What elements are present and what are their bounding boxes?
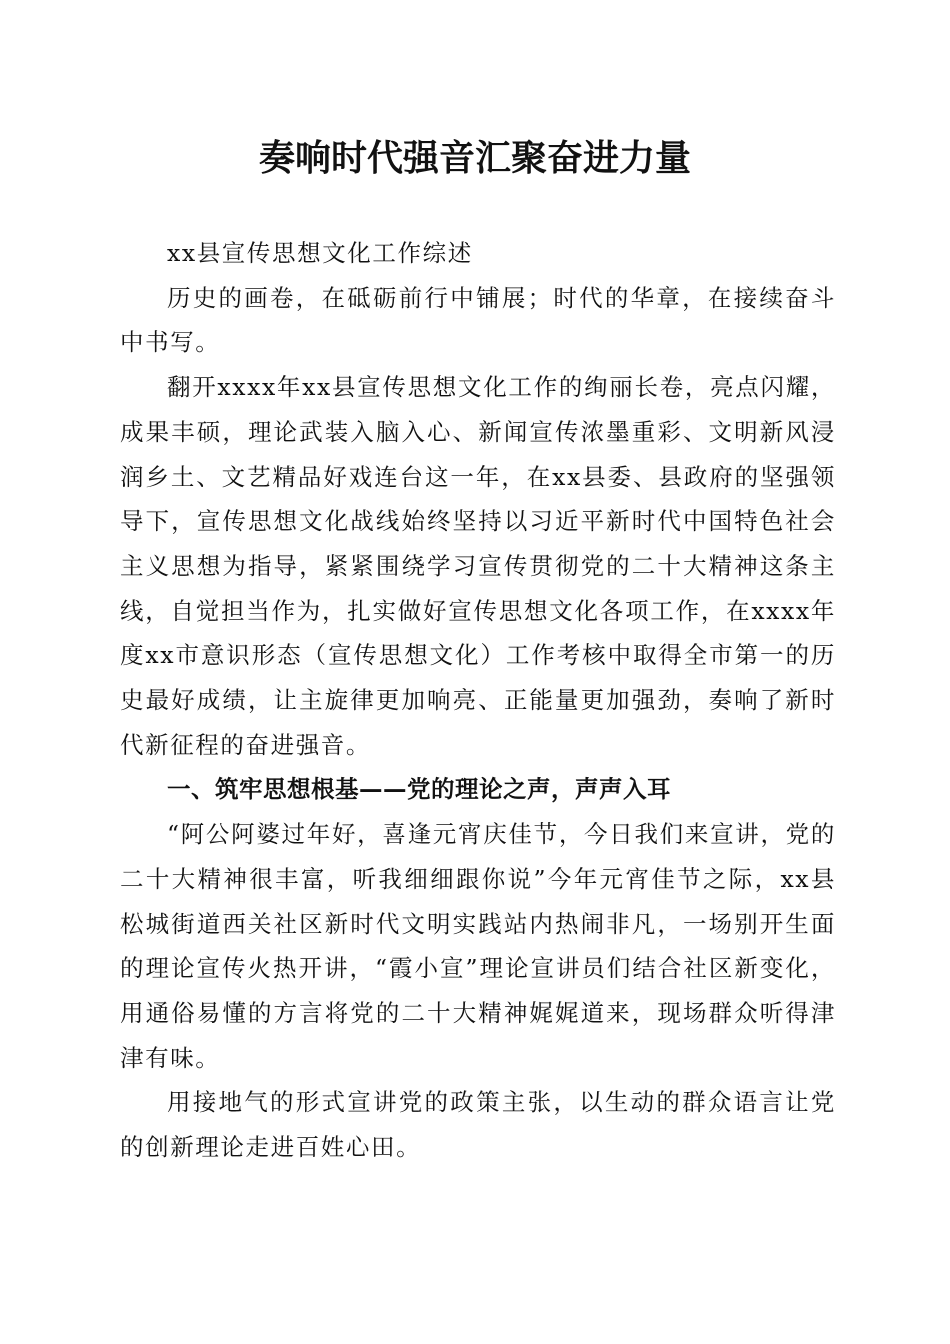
document-title: 奏响时代强音汇聚奋进力量	[258, 137, 691, 179]
section-1-paragraph-2: 用接地气的形式宣讲党的政策主张，以生动的群众语言让党的创新理论走进百姓心田。	[120, 1088, 836, 1162]
document-body	[120, 231, 836, 1170]
subtitle-paragraph: xx县宣传思想文化工作综述	[167, 239, 473, 267]
overview-paragraph: 翻开xxxx年xx县宣传思想文化工作的绚丽长卷，亮点闪耀，成果丰硕，理论武装入脑入心、新闻宣传浓墨重彩、文明新风浸润乡土、文艺精品好戏连台这一年，在xx县委、县政府的坚强领导下，宣传思想文化战线始终坚持以习近平新时代中国特色社会主义思想为指导，紧紧围绕学习宣传贯彻党的二十大精神这条主线，自觉担当作为，扎实做好宣传思想文化各项工作，在xxxx年度xx市意识形态（宣传思想文化）工作考核中取得全市第一的历史最好成绩，让主旋律更加响亮、正能量更加强劲，奏响了新时代新征程的奋进强音。	[120, 373, 836, 759]
intro-paragraph: 历史的画卷，在砥砺前行中铺展；时代的华章，在接续奋斗中书写。	[120, 283, 836, 357]
section-1-paragraph-1: “阿公阿婆过年好，喜逢元宵庆佳节，今日我们来宣讲，党的二十大精神很丰富，听我细细跟你说”今年元宵佳节之际，xx县松城街道西关社区新时代文明实践站内热闹非凡，一场别开生面的理论宣传火热开讲，“霞小宣”理论宣讲员们结合社区新变化，用通俗易懂的方言将党的二十大精神娓娓道来，现场群众听得津津有味。	[120, 820, 836, 1072]
section-heading-1: 一、筑牢思想根基——党的理论之声，声声入耳	[167, 775, 671, 804]
